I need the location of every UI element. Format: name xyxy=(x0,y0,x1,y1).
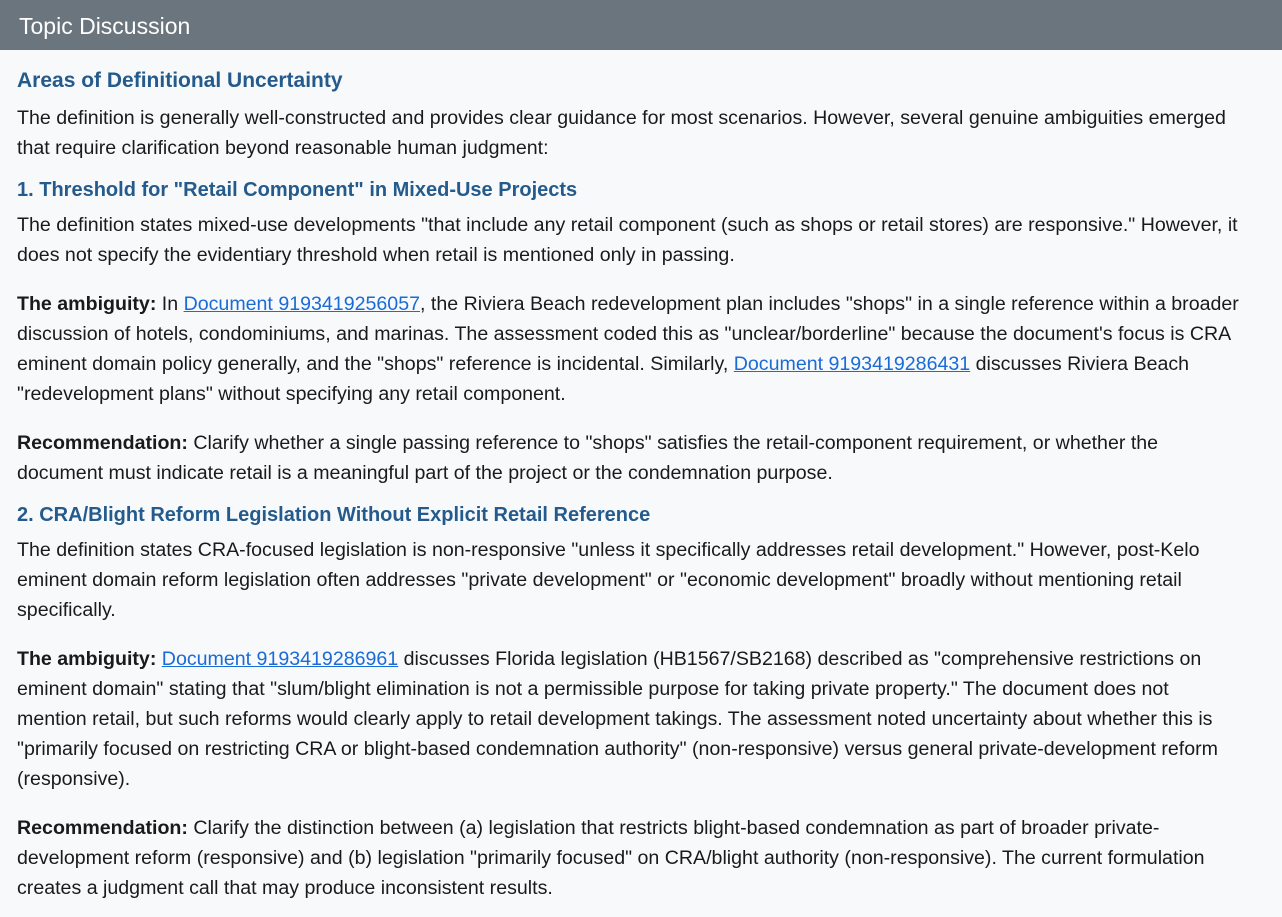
panel-title: Topic Discussion xyxy=(19,13,191,39)
item-heading: 2. CRA/Blight Reform Legislation Without Explicit Retail Reference xyxy=(17,504,651,526)
discussion-content xyxy=(0,50,1282,903)
panel-header xyxy=(0,0,1282,50)
item-ambiguity xyxy=(17,644,1242,794)
item-definition: The definition states mixed-use developments "that include any retail component (such as shops or retail stores) are responsive." However, it does not specify the evidentiary threshold when retail is mentioned only in passing. xyxy=(17,214,1238,266)
recommendation-label: Recommendation: xyxy=(17,817,188,839)
item-recommendation xyxy=(17,813,1242,903)
ambiguity-text: discusses Riviera Beach "redevelopment plans" without specifying any retail component. xyxy=(17,353,1190,405)
recommendation-text: Clarify the distinction between (a) legislation that restricts blight-based condemnation as part of broader private-development reform (responsive) and (b) legislation "primarily focused" on CRA/blight authority (non-responsive). The current formulation creates a judgment call that may produce inconsistent results. xyxy=(17,817,1205,899)
ambiguity-text: In xyxy=(156,293,184,315)
ambiguity-label: The ambiguity: xyxy=(17,648,157,670)
ambiguity-label: The ambiguity: xyxy=(17,293,157,315)
item-heading: 1. Threshold for "Retail Component" in Mixed-Use Projects xyxy=(17,179,578,201)
item-definition: The definition states CRA-focused legislation is non-responsive "unless it specifically addresses retail development." However, post-Kelo eminent domain reform legislation often addresses "private development" or "economic development" broadly without mentioning retail specifically. xyxy=(17,539,1200,621)
item-recommendation xyxy=(17,428,1242,488)
intro-paragraph: The definition is generally well-constructed and provides clear guidance for most scenarios. However, several genuine ambiguities emerged that require clarification beyond reasonable human judgment: xyxy=(17,107,1226,159)
item-ambiguity xyxy=(17,289,1242,409)
ambiguity-text: discusses Florida legislation (HB1567/SB2168) described as "comprehensive restrictions on eminent domain" stating that "slum/blight elimination is not a permissible purpose for taking private property." The document does not mention retail, but such reforms would clearly apply to retail development takings. The assessment noted uncertainty about whether this is "primarily focused on restricting CRA or blight-based condemnation authority" (non-responsive) versus general private-development reform (responsive). xyxy=(17,648,1218,790)
recommendation-label: Recommendation: xyxy=(17,432,188,454)
recommendation-text: Clarify whether a single passing reference to "shops" satisfies the retail-component requirement, or whether the document must indicate retail is a meaningful part of the project or the condemnation purpose. xyxy=(17,432,1159,484)
document-link[interactable]: Document 9193419256057 xyxy=(183,293,420,315)
document-link[interactable]: Document 9193419286431 xyxy=(733,353,971,375)
ambiguity-text: , the Riviera Beach redevelopment plan includes "shops" in a single reference within a broader discussion of hotels, condominiums, and marinas. The assessment coded this as "unclear/borderline" because the document's focus is CRA eminent domain policy generally, and the "shops" reference is incidental. Similarly, xyxy=(17,293,1239,375)
document-link[interactable]: Document 9193419286961 xyxy=(161,648,399,670)
section-title: Areas of Definitional Uncertainty xyxy=(17,69,343,92)
